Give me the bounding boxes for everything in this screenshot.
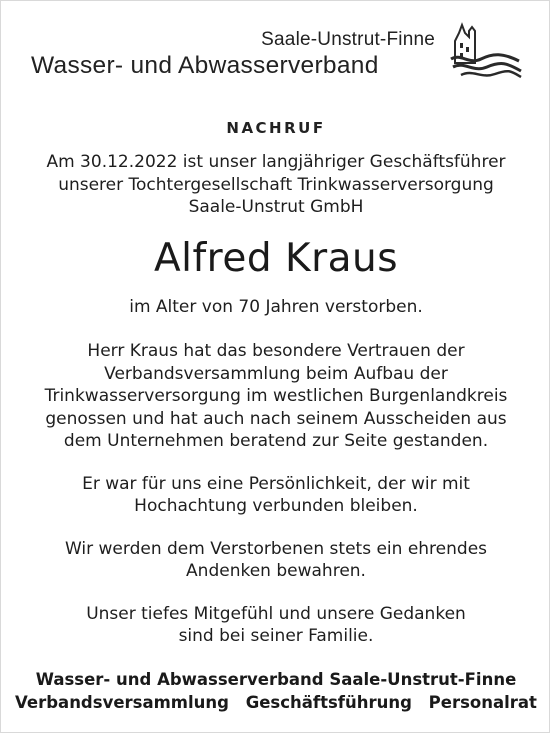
deceased-name: Alfred Kraus (153, 235, 399, 281)
tribute-line: genossen und hat auch nach seinem Ausscheiden aus (45, 408, 507, 429)
obituary-heading: NACHRUF (226, 119, 326, 137)
org-region-name: Saale-Unstrut-Finne (261, 29, 435, 50)
tribute-line: Verbandsversammlung beim Aufbau der (104, 363, 448, 384)
tribute-line: dem Unternehmen beratend zur Seite gestanden. (63, 431, 489, 451)
age-line: im Alter von 70 Jahren verstorben. (129, 296, 423, 317)
tribute-paragraph (1, 340, 550, 453)
condolence-paragraph (1, 603, 550, 648)
org-name: Wasser- und Abwasserverband (31, 52, 379, 79)
remembrance-line: Andenken bewahren. (186, 561, 366, 581)
signatory-works-council: Personalrat (428, 692, 537, 712)
tribute-line: Herr Kraus hat das besondere Vertrauen der (87, 341, 465, 361)
obituary-body (1, 119, 550, 714)
signature-block (1, 668, 550, 714)
personality-line: Er war für uns eine Persönlichkeit, der wir mit (82, 473, 470, 494)
signatory-management: Geschäftsführung (245, 692, 412, 712)
remembrance-paragraph (1, 538, 550, 583)
castle-waves-logo-icon (445, 19, 523, 81)
intro-line: Am 30.12.2022 ist unser langjähriger Geschäftsführer (46, 152, 506, 172)
org-header (31, 19, 523, 81)
personality-paragraph (1, 473, 550, 518)
remembrance-line: Wir werden dem Verstorbenen stets ein ehrendes (64, 538, 488, 559)
personality-line: Hochachtung verbunden bleiben. (134, 496, 418, 516)
condolence-line: sind bei seiner Familie. (178, 626, 374, 646)
intro-paragraph (1, 151, 550, 219)
tribute-line: Trinkwasserversorgung im westlichen Burgenlandkreis (44, 386, 508, 406)
signatory-assembly: Verbandsversammlung (15, 692, 229, 712)
intro-line: Saale-Unstrut GmbH (188, 197, 364, 217)
condolence-line: Unser tiefes Mitgefühl und unsere Gedanken (86, 603, 466, 624)
signature-org: Wasser- und Abwasserverband Saale-Unstrut-Finne (35, 669, 517, 689)
signature-bodies (1, 691, 550, 714)
intro-line: unserer Tochtergesellschaft Trinkwasserversorgung (58, 174, 494, 195)
